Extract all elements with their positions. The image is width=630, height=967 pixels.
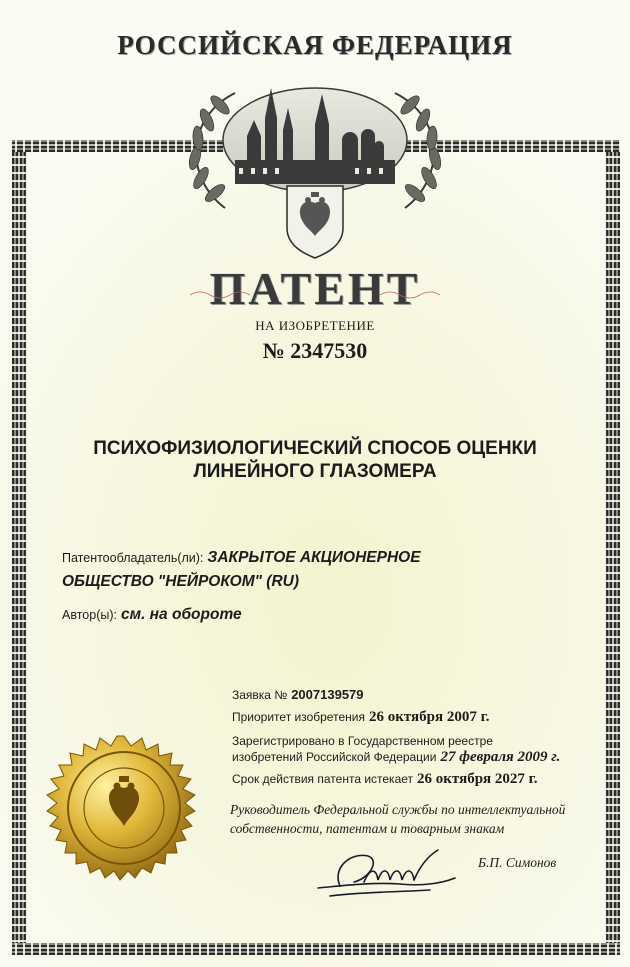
validity-row [232,770,538,788]
validity-label: Срок действия патента истекает [232,772,414,786]
title-ornament-icon [190,289,440,301]
validity-date: 26 октября 2027 г. [417,771,538,787]
registered-row-2 [232,748,560,766]
ornament-border-bottom [12,943,620,955]
holder-label: Патентообладатель(ли): [62,551,204,565]
patent-number: № 2347530 [262,338,368,363]
invention-title [50,437,580,483]
application-number: 2007139579 [291,687,364,702]
kremlin-emblem-icon [165,58,465,268]
registered-label-line-2: изобретений Российской Федерации [232,750,437,764]
invention-title-line-2: ЛИНЕЙНОГО ГЛАЗОМЕРА [193,461,437,482]
application-label: Заявка № [232,688,288,702]
priority-row [232,708,489,726]
country-heading: РОССИЙСКАЯ ФЕДЕРАЦИЯ [117,30,513,60]
patent-subtitle: НА ИЗОБРЕТЕНИЕ [255,318,375,333]
authors-value: см. на обороте [120,606,242,623]
signatory-role [230,800,610,838]
priority-date: 26 октября 2007 г. [368,709,490,725]
signatory-name: Б.П. Симонов [478,855,557,870]
holder-value-line-1: ЗАКРЫТОЕ АКЦИОНЕРНОЕ [207,549,421,566]
signature-icon [310,838,460,908]
holder-value-line-2: ОБЩЕСТВО "НЕЙРОКОМ" (RU) [62,573,300,590]
gold-seal-icon [34,718,214,898]
signatory-role-line-1: Руководитель Федеральной службы по интеллектуальной [230,802,566,817]
patent-title: ПАТЕНТ [209,263,421,314]
patent-holder [62,546,582,594]
priority-label: Приоритет изобретения [232,710,365,724]
invention-title-line-1: ПСИХОФИЗИОЛОГИЧЕСКИЙ СПОСОБ ОЦЕНКИ [93,438,537,459]
registered-label-line-1: Зарегистрировано в Государственном реестре [232,734,493,748]
signatory-role-line-2: собственности, патентам и товарным знакам [230,821,505,836]
registered-date: 27 февраля 2009 г. [440,749,561,765]
application-row [232,686,364,704]
authors-label: Автор(ы): [62,608,117,622]
authors [62,603,242,627]
